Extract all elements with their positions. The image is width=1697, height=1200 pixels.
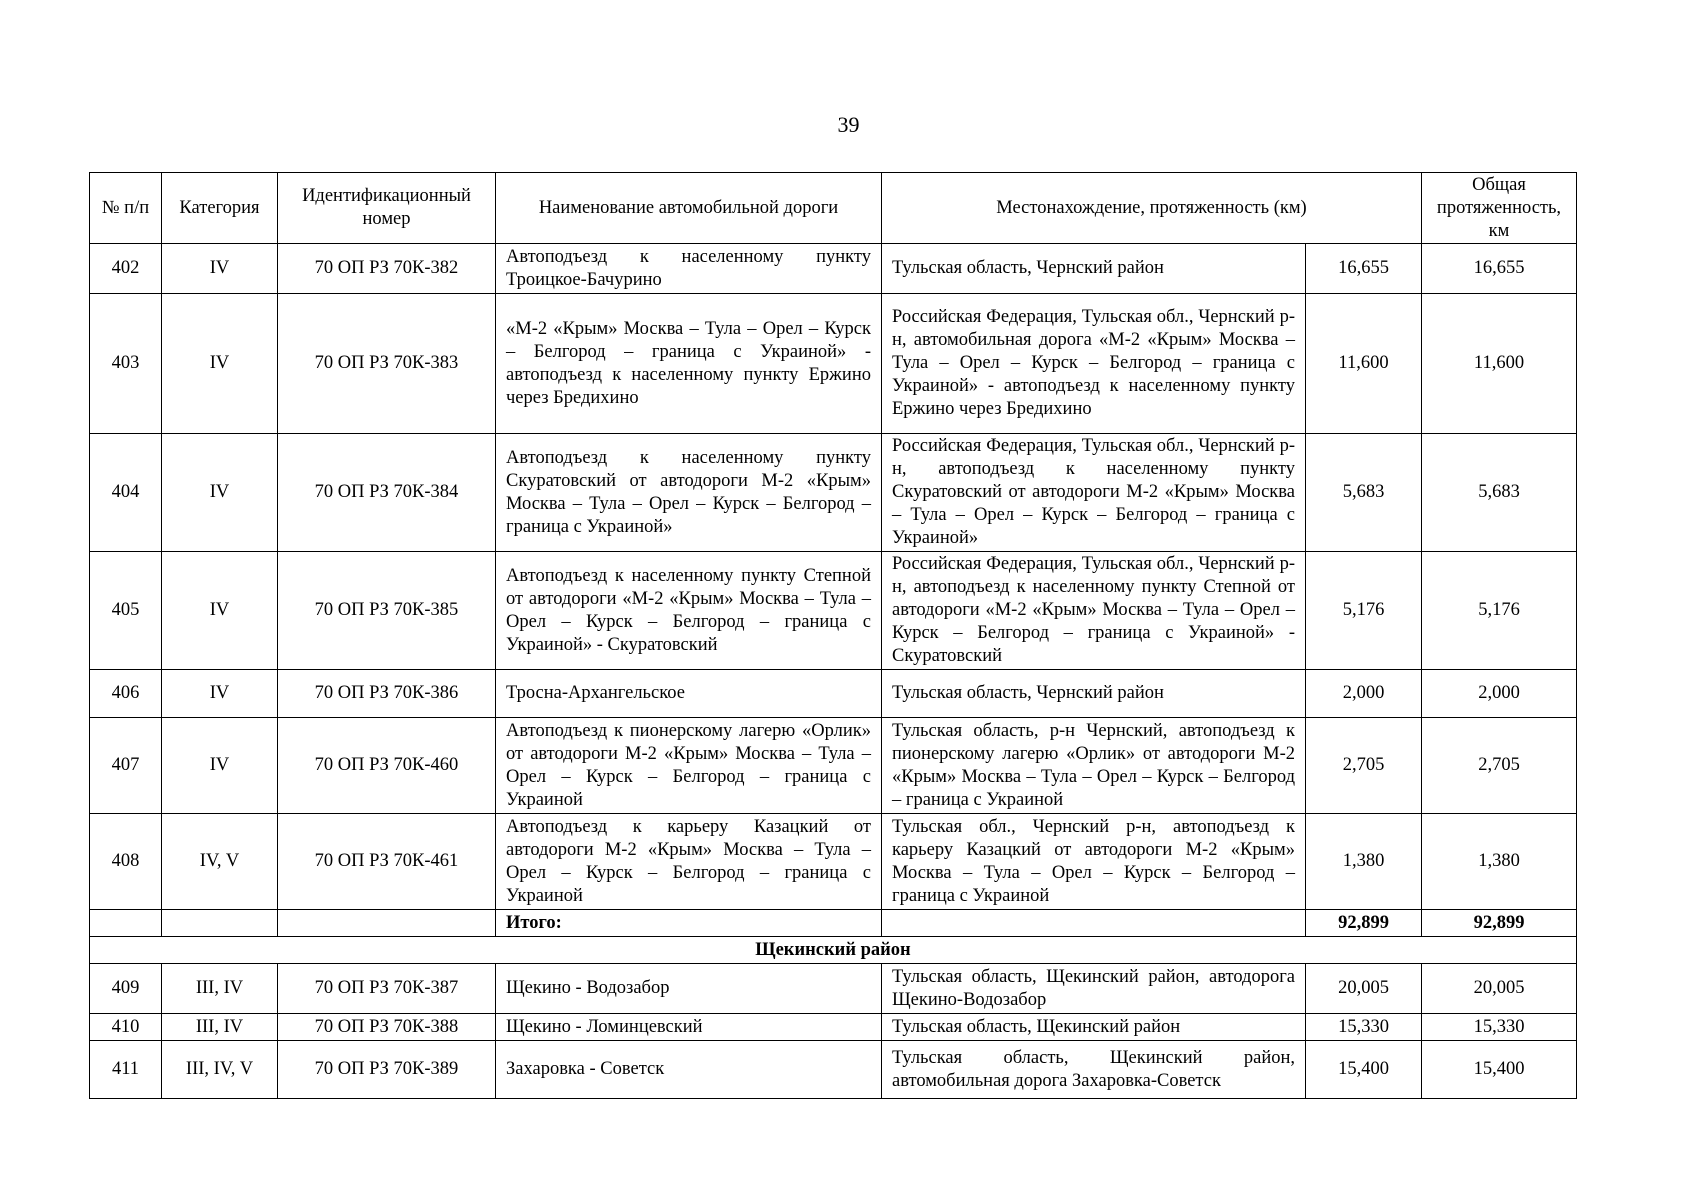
cell-location: Тульская область, Щекинский район, автодорога Щекино-Водозабор bbox=[882, 964, 1306, 1014]
header-name: Наименование автомобильной дороги bbox=[496, 173, 882, 244]
cell-length: 5,683 bbox=[1306, 434, 1422, 552]
cell-category: IV bbox=[162, 552, 278, 670]
section-title: Щекинский район bbox=[90, 937, 1577, 964]
header-row bbox=[90, 173, 1577, 244]
cell-category: III, IV bbox=[162, 1014, 278, 1041]
cell-length: 11,600 bbox=[1306, 294, 1422, 434]
cell-location: Тульская область, Чернский район bbox=[882, 670, 1306, 718]
cell-location: Российская Федерация, Тульская обл., Чернский р-н, автоподъезд к населенному пункту Скуратовский от автодороги М-2 «Крым» Москва – Тула – Орел – Курск – Белгород – граница с Украиной» bbox=[882, 434, 1306, 552]
table-row bbox=[90, 294, 1577, 434]
header-total-length: Общая протяженность, км bbox=[1422, 173, 1577, 244]
total-length: 92,899 bbox=[1306, 910, 1422, 937]
cell-id: 70 ОП РЗ 70К-383 bbox=[278, 294, 496, 434]
cell-num: 403 bbox=[90, 294, 162, 434]
cell-total: 5,176 bbox=[1422, 552, 1577, 670]
cell-name: Автоподъезд к населенному пункту Троицкое-Бачурино bbox=[496, 244, 882, 294]
cell-empty bbox=[882, 910, 1306, 937]
cell-location: Тульская область, Чернский район bbox=[882, 244, 1306, 294]
cell-location: Тульская область, Щекинский район, автомобильная дорога Захаровка-Советск bbox=[882, 1041, 1306, 1099]
cell-name: Автоподъезд к пионерскому лагерю «Орлик» от автодороги М-2 «Крым» Москва – Тула – Орел – Курск – Белгород – граница с Украиной bbox=[496, 718, 882, 814]
cell-id: 70 ОП РЗ 70К-385 bbox=[278, 552, 496, 670]
section-row bbox=[90, 937, 1577, 964]
cell-category: IV bbox=[162, 670, 278, 718]
table-row bbox=[90, 244, 1577, 294]
table-row bbox=[90, 964, 1577, 1014]
total-row bbox=[90, 910, 1577, 937]
cell-category: IV bbox=[162, 434, 278, 552]
cell-num: 408 bbox=[90, 814, 162, 910]
header-num: № п/п bbox=[90, 173, 162, 244]
cell-empty bbox=[162, 910, 278, 937]
cell-id: 70 ОП РЗ 70К-387 bbox=[278, 964, 496, 1014]
cell-total: 15,400 bbox=[1422, 1041, 1577, 1099]
cell-category: IV bbox=[162, 294, 278, 434]
cell-name: Автоподъезд к карьеру Казацкий от автодороги М-2 «Крым» Москва – Тула – Орел – Курск – Белгород – граница с Украиной bbox=[496, 814, 882, 910]
cell-id: 70 ОП РЗ 70К-388 bbox=[278, 1014, 496, 1041]
cell-total: 1,380 bbox=[1422, 814, 1577, 910]
cell-id: 70 ОП РЗ 70К-461 bbox=[278, 814, 496, 910]
header-location: Местонахождение, протяженность (км) bbox=[882, 173, 1422, 244]
table-row bbox=[90, 670, 1577, 718]
cell-num: 409 bbox=[90, 964, 162, 1014]
cell-num: 406 bbox=[90, 670, 162, 718]
cell-length: 5,176 bbox=[1306, 552, 1422, 670]
cell-id: 70 ОП РЗ 70К-384 bbox=[278, 434, 496, 552]
cell-category: III, IV bbox=[162, 964, 278, 1014]
header-category: Категория bbox=[162, 173, 278, 244]
cell-category: IV bbox=[162, 718, 278, 814]
cell-name: Щекино - Водозабор bbox=[496, 964, 882, 1014]
cell-location: Российская Федерация, Тульская обл., Чернский р-н, автоподъезд к населенному пункту Степной от автодороги «М-2 «Крым» Москва – Тула – Орел – Курск – Белгород – граница с Украиной» - Скуратовский bbox=[882, 552, 1306, 670]
cell-id: 70 ОП РЗ 70К-389 bbox=[278, 1041, 496, 1099]
cell-length: 15,330 bbox=[1306, 1014, 1422, 1041]
table-row bbox=[90, 1014, 1577, 1041]
cell-length: 16,655 bbox=[1306, 244, 1422, 294]
page-number: 39 bbox=[837, 112, 860, 137]
header-id: Идентификационный номер bbox=[278, 173, 496, 244]
cell-length: 2,705 bbox=[1306, 718, 1422, 814]
cell-length: 1,380 bbox=[1306, 814, 1422, 910]
table-row bbox=[90, 552, 1577, 670]
cell-location: Тульская обл., Чернский р-н, автоподъезд к карьеру Казацкий от автодороги М-2 «Крым» Москва – Тула – Орел – Курск – Белгород – граница с Украиной bbox=[882, 814, 1306, 910]
cell-category: IV, V bbox=[162, 814, 278, 910]
cell-total: 20,005 bbox=[1422, 964, 1577, 1014]
table-row bbox=[90, 718, 1577, 814]
table-row bbox=[90, 434, 1577, 552]
cell-total: 2,000 bbox=[1422, 670, 1577, 718]
roads-table bbox=[89, 172, 1577, 1099]
cell-name: «М-2 «Крым» Москва – Тула – Орел – Курск – Белгород – граница с Украиной» - автоподъезд к населенному пункту Ержино через Бредихино bbox=[496, 294, 882, 434]
cell-location: Тульская область, р-н Чернский, автоподъезд к пионерскому лагерю «Орлик» от автодороги М-2 «Крым» Москва – Тула – Орел – Курск – Белгород – граница с Украиной bbox=[882, 718, 1306, 814]
cell-name: Автоподъезд к населенному пункту Степной от автодороги «М-2 «Крым» Москва – Тула – Орел – Курск – Белгород – граница с Украиной» - Скуратовский bbox=[496, 552, 882, 670]
cell-empty bbox=[278, 910, 496, 937]
cell-location: Российская Федерация, Тульская обл., Чернский р-н, автомобильная дорога «М-2 «Крым» Москва – Тула – Орел – Курск – Белгород – граница с Украиной» - автоподъезд к населенному пункту Ержино через Бредихино bbox=[882, 294, 1306, 434]
cell-name: Автоподъезд к населенному пункту Скуратовский от автодороги М-2 «Крым» Москва – Тула – Орел – Курск – Белгород – граница с Украиной» bbox=[496, 434, 882, 552]
cell-name: Тросна-Архангельское bbox=[496, 670, 882, 718]
table-row bbox=[90, 814, 1577, 910]
cell-id: 70 ОП РЗ 70К-460 bbox=[278, 718, 496, 814]
cell-empty bbox=[90, 910, 162, 937]
cell-total: 5,683 bbox=[1422, 434, 1577, 552]
cell-name: Щекино - Ломинцевский bbox=[496, 1014, 882, 1041]
cell-category: III, IV, V bbox=[162, 1041, 278, 1099]
cell-location: Тульская область, Щекинский район bbox=[882, 1014, 1306, 1041]
cell-num: 407 bbox=[90, 718, 162, 814]
cell-num: 405 bbox=[90, 552, 162, 670]
total-total: 92,899 bbox=[1422, 910, 1577, 937]
cell-num: 404 bbox=[90, 434, 162, 552]
cell-num: 410 bbox=[90, 1014, 162, 1041]
cell-total: 16,655 bbox=[1422, 244, 1577, 294]
cell-name: Захаровка - Советск bbox=[496, 1041, 882, 1099]
cell-length: 20,005 bbox=[1306, 964, 1422, 1014]
cell-total: 2,705 bbox=[1422, 718, 1577, 814]
cell-num: 402 bbox=[90, 244, 162, 294]
cell-total: 15,330 bbox=[1422, 1014, 1577, 1041]
cell-id: 70 ОП РЗ 70К-382 bbox=[278, 244, 496, 294]
cell-id: 70 ОП РЗ 70К-386 bbox=[278, 670, 496, 718]
cell-length: 2,000 bbox=[1306, 670, 1422, 718]
table-row bbox=[90, 1041, 1577, 1099]
cell-total: 11,600 bbox=[1422, 294, 1577, 434]
total-label: Итого: bbox=[496, 910, 882, 937]
cell-category: IV bbox=[162, 244, 278, 294]
cell-num: 411 bbox=[90, 1041, 162, 1099]
cell-length: 15,400 bbox=[1306, 1041, 1422, 1099]
